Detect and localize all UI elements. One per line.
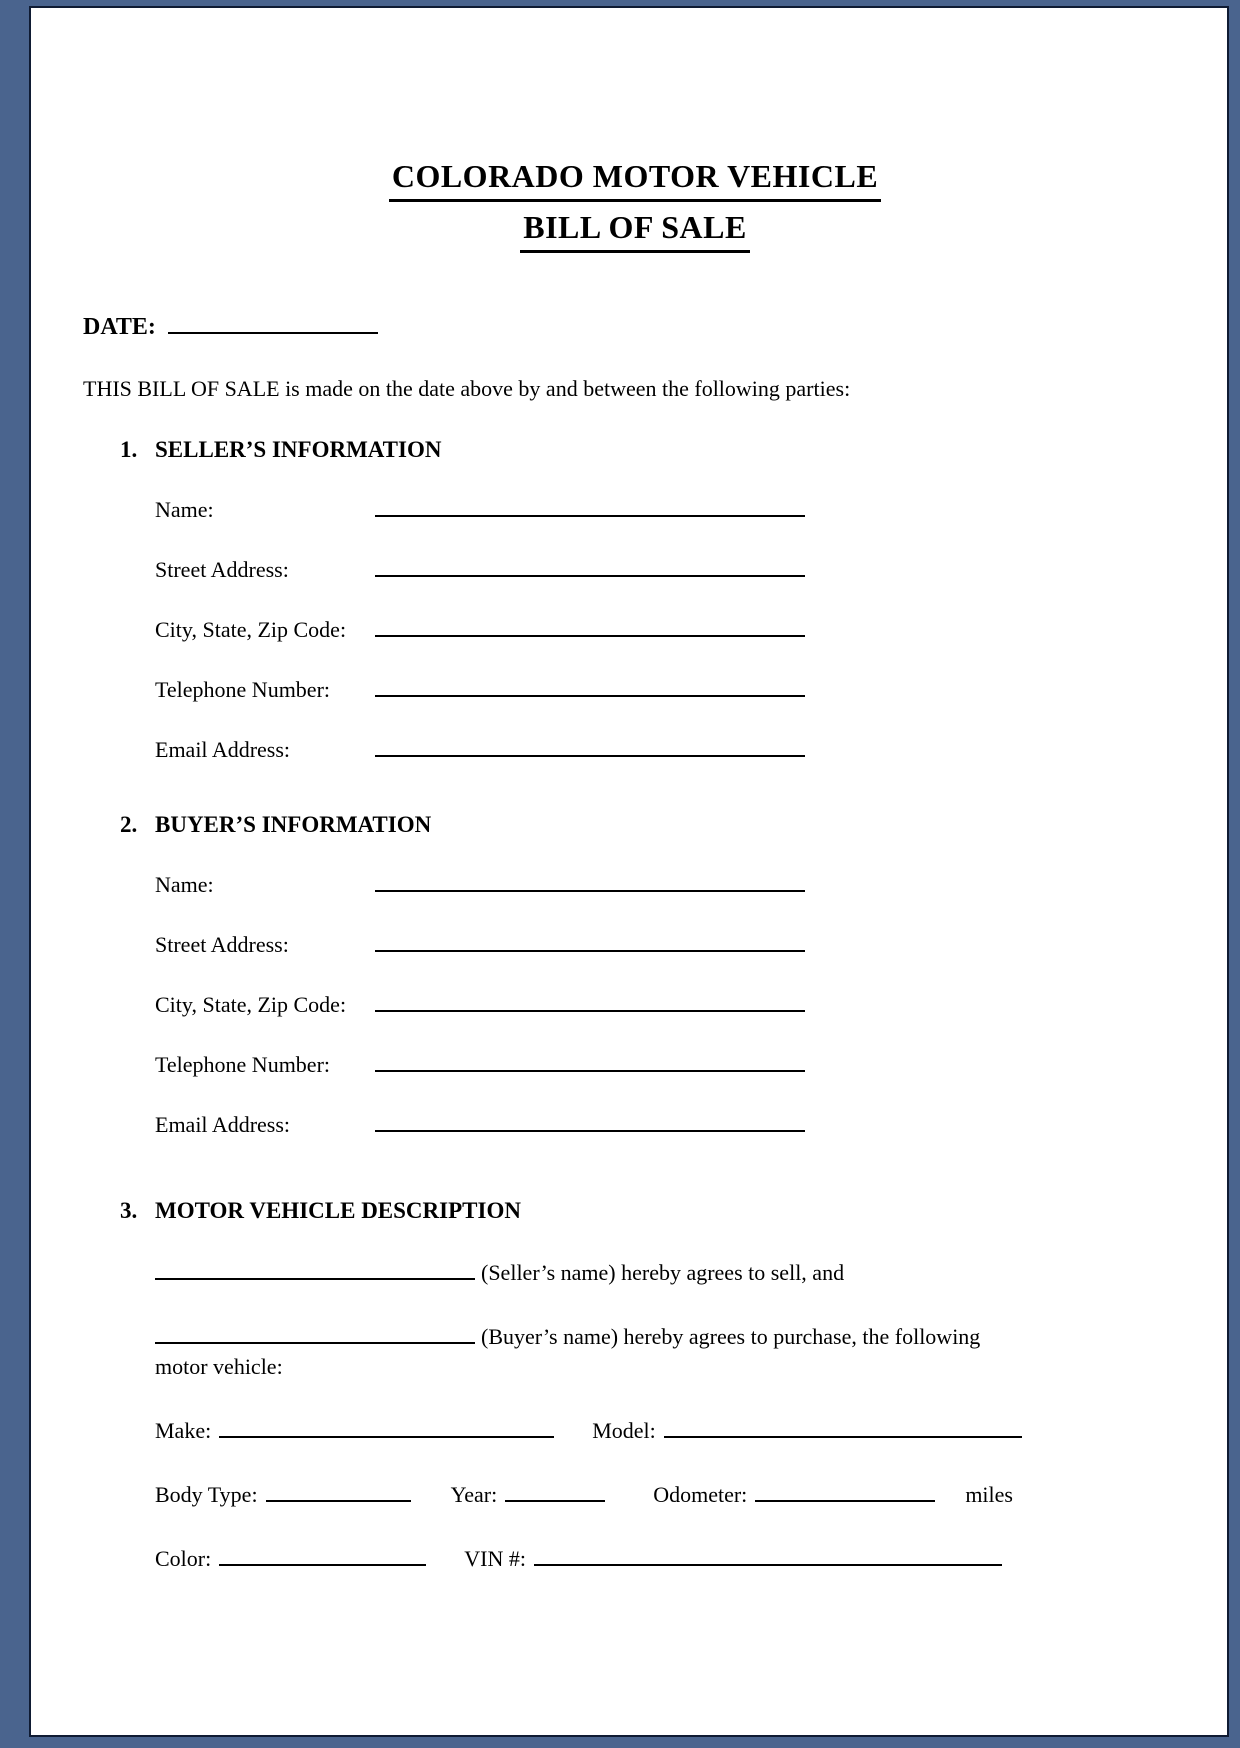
- section-3-heading: MOTOR VEHICLE DESCRIPTION: [155, 1198, 521, 1223]
- section-vehicle-description: [83, 1195, 1187, 1574]
- buyer-street-address-label: Street Address:: [155, 932, 289, 957]
- model-field-line: [664, 1412, 1022, 1438]
- seller-email-row: [155, 731, 1187, 765]
- make-model-row: [155, 1412, 1187, 1446]
- section-3-heading-row: [120, 1195, 1187, 1226]
- section-2-number: 2.: [120, 812, 138, 837]
- seller-email-label: Email Address:: [155, 737, 291, 762]
- seller-name-field-line: [375, 491, 805, 517]
- buyer-street-address-field-line: [375, 926, 805, 952]
- buyer-name-label: Name:: [155, 872, 214, 897]
- title-line-1: COLORADO MOTOR VEHICLE: [389, 154, 881, 202]
- buyer-name-blank-line: [155, 1318, 475, 1344]
- vin-field-line: [534, 1540, 1002, 1566]
- make-field-line: [219, 1412, 554, 1438]
- seller-agreement-row: [155, 1254, 1187, 1288]
- buyer-email-row: [155, 1106, 1187, 1140]
- seller-agreement-text: (Seller’s name) hereby agrees to sell, and: [481, 1260, 845, 1285]
- buyer-telephone-label: Telephone Number:: [155, 1052, 331, 1077]
- seller-city-state-zip-row: [155, 611, 1187, 645]
- section-seller: [83, 434, 1187, 765]
- body-type-label: Body Type:: [155, 1482, 258, 1507]
- color-vin-row: [155, 1540, 1187, 1574]
- miles-unit-label: miles: [965, 1482, 1013, 1507]
- section-2-heading: BUYER’S INFORMATION: [155, 812, 432, 837]
- document-title: [83, 154, 1187, 256]
- seller-name-blank-line: [155, 1254, 475, 1280]
- buyer-telephone-field-line: [375, 1046, 805, 1072]
- seller-telephone-label: Telephone Number:: [155, 677, 331, 702]
- buyer-name-row: [155, 866, 1187, 900]
- buyer-telephone-row: [155, 1046, 1187, 1080]
- make-label: Make:: [155, 1418, 212, 1443]
- date-field-line: [168, 308, 378, 334]
- year-label: Year:: [450, 1482, 498, 1507]
- buyer-city-state-zip-field-line: [375, 986, 805, 1012]
- seller-name-row: [155, 491, 1187, 525]
- section-1-number: 1.: [120, 437, 138, 462]
- section-3-number: 3.: [120, 1198, 138, 1223]
- model-label: Model:: [592, 1418, 656, 1443]
- seller-street-address-row: [155, 551, 1187, 585]
- body-type-field-line: [266, 1476, 411, 1502]
- buyer-street-address-row: [155, 926, 1187, 960]
- section-1-heading-row: [120, 434, 1187, 465]
- buyer-email-label: Email Address:: [155, 1112, 291, 1137]
- color-field-line: [219, 1540, 426, 1566]
- section-buyer: [83, 809, 1187, 1140]
- seller-name-label: Name:: [155, 497, 214, 522]
- buyer-city-state-zip-row: [155, 986, 1187, 1020]
- buyer-agreement-text: (Buyer’s name) hereby agrees to purchase, the following: [481, 1324, 981, 1349]
- color-label: Color:: [155, 1546, 212, 1571]
- date-row: [83, 308, 1187, 344]
- date-label: DATE:: [83, 314, 156, 340]
- title-line-2: BILL OF SALE: [520, 205, 750, 253]
- seller-street-address-field-line: [375, 551, 805, 577]
- intro-paragraph: THIS BILL OF SALE is made on the date above by and between the following parties:: [83, 376, 851, 401]
- body-year-odometer-row: [155, 1476, 1187, 1510]
- buyer-city-state-zip-label: City, State, Zip Code:: [155, 992, 347, 1017]
- seller-city-state-zip-field-line: [375, 611, 805, 637]
- seller-telephone-field-line: [375, 671, 805, 697]
- seller-street-address-label: Street Address:: [155, 557, 289, 582]
- odometer-field-line: [755, 1476, 935, 1502]
- seller-telephone-row: [155, 671, 1187, 705]
- vin-label: VIN #:: [464, 1546, 526, 1571]
- buyer-name-field-line: [375, 866, 805, 892]
- odometer-label: Odometer:: [653, 1482, 748, 1507]
- year-field-line: [505, 1476, 605, 1502]
- seller-city-state-zip-label: City, State, Zip Code:: [155, 617, 347, 642]
- seller-email-field-line: [375, 731, 805, 757]
- section-2-heading-row: [120, 809, 1187, 840]
- buyer-agreement-row: [155, 1318, 1187, 1352]
- buyer-agreement-wrap-text: motor vehicle:: [155, 1354, 283, 1379]
- section-1-heading: SELLER’S INFORMATION: [155, 437, 442, 462]
- document-page: [29, 6, 1229, 1737]
- buyer-email-field-line: [375, 1106, 805, 1132]
